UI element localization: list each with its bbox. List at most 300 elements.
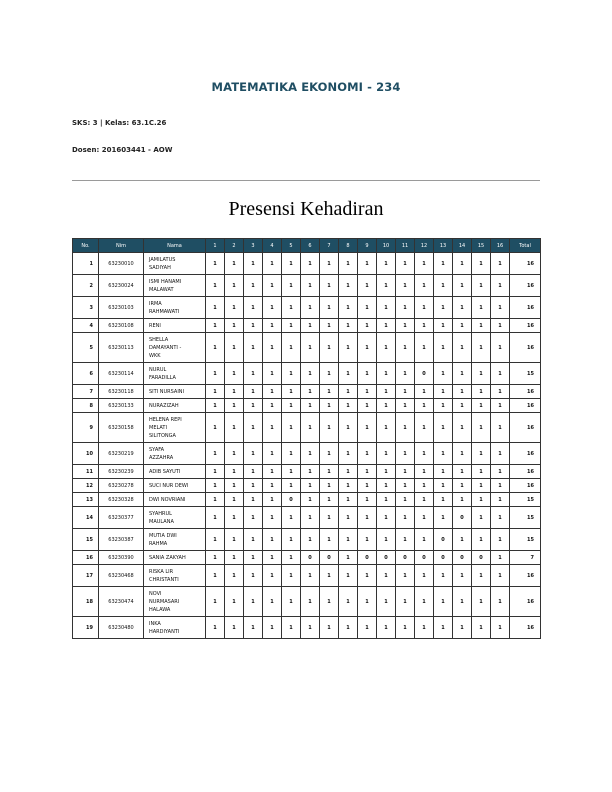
attendance-cell: 0 [301,551,320,565]
attendance-cell: 1 [282,617,301,639]
attendance-cell: 1 [282,529,301,551]
attendance-cell: 1 [434,443,453,465]
column-header: Total [510,239,541,253]
attendance-cell: 1 [415,443,434,465]
attendance-cell: 1 [339,319,358,333]
attendance-cell: 1 [396,479,415,493]
attendance-cell: 1 [301,319,320,333]
attendance-total: 16 [510,413,541,443]
attendance-cell: 1 [358,443,377,465]
attendance-cell: 1 [415,465,434,479]
attendance-cell: 1 [206,507,225,529]
attendance-cell: 1 [377,507,396,529]
attendance-cell: 1 [301,465,320,479]
student-name [144,275,206,297]
attendance-cell: 0 [453,507,472,529]
attendance-cell: 1 [472,443,491,465]
table-row [73,275,541,297]
attendance-cell: 1 [396,465,415,479]
attendance-cell: 1 [358,493,377,507]
column-header: Nim [99,239,144,253]
table-row [73,443,541,465]
attendance-cell: 1 [415,565,434,587]
row-number: 7 [73,385,99,399]
attendance-cell: 1 [301,479,320,493]
student-name [144,565,206,587]
attendance-cell: 1 [225,399,244,413]
attendance-cell: 1 [320,617,339,639]
attendance-cell: 1 [358,507,377,529]
attendance-cell: 1 [434,587,453,617]
student-name [144,529,206,551]
attendance-cell: 1 [339,443,358,465]
attendance-cell: 1 [358,319,377,333]
student-nim: 63230278 [99,479,144,493]
attendance-cell: 1 [339,493,358,507]
attendance-cell: 1 [206,529,225,551]
attendance-cell: 1 [491,587,510,617]
attendance-cell: 1 [263,465,282,479]
attendance-cell: 1 [453,363,472,385]
table-row [73,565,541,587]
student-name-line: DWI NOVRIANI [149,496,186,503]
attendance-cell: 1 [339,479,358,493]
student-name [144,551,206,565]
attendance-cell: 1 [320,479,339,493]
attendance-cell: 1 [282,297,301,319]
attendance-cell: 1 [434,275,453,297]
attendance-cell: 1 [453,319,472,333]
attendance-cell: 1 [225,551,244,565]
student-nim: 63230133 [99,399,144,413]
attendance-cell: 1 [244,363,263,385]
attendance-cell: 1 [491,443,510,465]
attendance-cell: 1 [472,529,491,551]
attendance-cell: 1 [339,551,358,565]
attendance-cell: 1 [320,565,339,587]
attendance-cell: 1 [320,253,339,275]
attendance-cell: 1 [339,507,358,529]
attendance-cell: 1 [263,253,282,275]
attendance-cell: 1 [282,275,301,297]
attendance-cell: 1 [491,385,510,399]
attendance-cell: 1 [358,465,377,479]
student-name-line: MELATI [149,424,167,431]
attendance-cell: 1 [339,399,358,413]
table-row [73,507,541,529]
student-name-line: IRMA [149,300,162,307]
attendance-cell: 1 [434,479,453,493]
attendance-cell: 1 [320,443,339,465]
column-header: 4 [263,239,282,253]
attendance-cell: 1 [301,275,320,297]
attendance-cell: 0 [415,551,434,565]
attendance-cell: 1 [415,297,434,319]
attendance-cell: 1 [320,385,339,399]
attendance-cell: 1 [453,275,472,297]
attendance-cell: 1 [453,565,472,587]
attendance-cell: 1 [358,253,377,275]
column-header: 10 [377,239,396,253]
attendance-cell: 1 [377,363,396,385]
attendance-cell: 1 [339,333,358,363]
row-number: 2 [73,275,99,297]
attendance-cell: 1 [225,465,244,479]
attendance-cell: 0 [320,551,339,565]
attendance-cell: 1 [206,297,225,319]
attendance-cell: 1 [434,507,453,529]
student-nim: 63230108 [99,319,144,333]
attendance-cell: 1 [491,275,510,297]
attendance-cell: 1 [206,617,225,639]
student-name-line: AZZAHRA [149,454,174,461]
attendance-cell: 1 [282,253,301,275]
student-nim: 63230219 [99,443,144,465]
table-row [73,551,541,565]
attendance-cell: 1 [206,319,225,333]
attendance-cell: 1 [377,333,396,363]
student-name [144,443,206,465]
column-header: 11 [396,239,415,253]
attendance-cell: 1 [491,493,510,507]
student-name [144,399,206,413]
attendance-cell: 0 [282,493,301,507]
attendance-cell: 1 [377,253,396,275]
table-row [73,385,541,399]
attendance-cell: 1 [282,587,301,617]
attendance-cell: 1 [434,333,453,363]
student-name-line: ISMI HANAMI [149,278,182,285]
student-name [144,479,206,493]
row-number: 12 [73,479,99,493]
attendance-cell: 0 [377,551,396,565]
attendance-cell: 1 [377,319,396,333]
attendance-cell: 1 [339,297,358,319]
table-row [73,333,541,363]
table-row [73,479,541,493]
attendance-cell: 1 [244,443,263,465]
student-name-line: ADIB SAYUTI [149,468,181,475]
attendance-total: 16 [510,465,541,479]
attendance-cell: 1 [453,587,472,617]
attendance-cell: 1 [434,363,453,385]
attendance-cell: 1 [339,253,358,275]
student-name-line: SADIYAH [149,264,171,271]
column-header: 2 [225,239,244,253]
attendance-cell: 1 [491,565,510,587]
student-nim: 63230390 [99,551,144,565]
attendance-cell: 1 [301,529,320,551]
attendance-cell: 1 [244,565,263,587]
attendance-cell: 1 [225,617,244,639]
student-nim: 63230474 [99,587,144,617]
attendance-total: 15 [510,363,541,385]
student-name [144,493,206,507]
column-header: Nama [144,239,206,253]
attendance-cell: 1 [339,617,358,639]
page-heading: Presensi Kehadiran [228,198,384,220]
attendance-cell: 1 [282,479,301,493]
attendance-cell: 1 [377,465,396,479]
attendance-cell: 1 [225,587,244,617]
attendance-cell: 1 [244,465,263,479]
attendance-cell: 1 [282,363,301,385]
attendance-total: 16 [510,399,541,413]
attendance-cell: 1 [225,529,244,551]
attendance-cell: 1 [396,443,415,465]
student-name [144,617,206,639]
attendance-cell: 1 [472,479,491,493]
attendance-cell: 1 [453,617,472,639]
attendance-cell: 1 [225,333,244,363]
attendance-cell: 1 [472,587,491,617]
attendance-cell: 0 [434,529,453,551]
row-number: 13 [73,493,99,507]
attendance-cell: 1 [434,385,453,399]
student-name [144,465,206,479]
student-nim: 63230468 [99,565,144,587]
attendance-cell: 1 [339,465,358,479]
row-number: 8 [73,399,99,413]
attendance-cell: 1 [415,529,434,551]
attendance-cell: 1 [206,551,225,565]
attendance-cell: 1 [472,399,491,413]
attendance-cell: 1 [225,253,244,275]
attendance-cell: 1 [301,253,320,275]
attendance-cell: 1 [491,399,510,413]
attendance-cell: 1 [244,507,263,529]
attendance-total: 16 [510,443,541,465]
student-nim: 63230158 [99,413,144,443]
attendance-cell: 1 [491,319,510,333]
attendance-cell: 1 [491,529,510,551]
student-nim: 63230387 [99,529,144,551]
attendance-cell: 1 [415,507,434,529]
student-nim: 63230113 [99,333,144,363]
attendance-cell: 1 [396,333,415,363]
row-number: 1 [73,253,99,275]
attendance-cell: 1 [263,565,282,587]
table-body [73,253,541,639]
attendance-cell: 0 [358,551,377,565]
student-nim: 63230024 [99,275,144,297]
attendance-cell: 1 [339,529,358,551]
attendance-cell: 1 [263,617,282,639]
attendance-cell: 1 [358,479,377,493]
attendance-cell: 1 [358,529,377,551]
attendance-cell: 1 [396,507,415,529]
student-name-line: RAHMA [149,540,168,547]
column-header: 3 [244,239,263,253]
row-number: 17 [73,565,99,587]
attendance-cell: 1 [244,493,263,507]
attendance-cell: 1 [491,297,510,319]
attendance-cell: 1 [301,587,320,617]
attendance-cell: 1 [434,399,453,413]
attendance-cell: 1 [282,385,301,399]
attendance-cell: 0 [434,551,453,565]
attendance-total: 7 [510,551,541,565]
attendance-cell: 1 [320,297,339,319]
attendance-cell: 1 [377,565,396,587]
attendance-cell: 1 [225,413,244,443]
attendance-cell: 1 [206,587,225,617]
attendance-cell: 1 [320,465,339,479]
table-row [73,617,541,639]
student-name-line: RISKA LIR [149,568,174,575]
table-row [73,493,541,507]
student-name [144,253,206,275]
attendance-cell: 1 [377,617,396,639]
attendance-total: 16 [510,275,541,297]
attendance-cell: 1 [225,363,244,385]
attendance-cell: 1 [472,507,491,529]
student-name [144,297,206,319]
attendance-cell: 1 [320,363,339,385]
attendance-total: 15 [510,507,541,529]
attendance-cell: 1 [263,399,282,413]
attendance-cell: 1 [244,275,263,297]
attendance-cell: 1 [415,253,434,275]
attendance-cell: 1 [472,319,491,333]
attendance-cell: 0 [396,551,415,565]
row-number: 19 [73,617,99,639]
attendance-cell: 1 [206,399,225,413]
attendance-cell: 1 [301,297,320,319]
attendance-total: 16 [510,587,541,617]
attendance-cell: 1 [263,363,282,385]
attendance-total: 15 [510,493,541,507]
attendance-cell: 1 [320,319,339,333]
attendance-cell: 1 [301,507,320,529]
row-number: 4 [73,319,99,333]
attendance-cell: 1 [282,551,301,565]
attendance-total: 16 [510,617,541,639]
attendance-table [72,238,541,639]
student-nim: 63230118 [99,385,144,399]
attendance-cell: 1 [358,617,377,639]
student-name [144,507,206,529]
student-name-line: MAULANA [149,518,174,525]
attendance-cell: 1 [358,363,377,385]
row-number: 11 [73,465,99,479]
attendance-cell: 1 [434,493,453,507]
row-number: 15 [73,529,99,551]
attendance-cell: 1 [244,399,263,413]
attendance-cell: 1 [282,399,301,413]
attendance-cell: 1 [434,413,453,443]
attendance-cell: 1 [282,443,301,465]
student-name-line: WKK [149,352,161,359]
attendance-cell: 1 [415,587,434,617]
attendance-cell: 1 [263,443,282,465]
attendance-cell: 1 [491,617,510,639]
attendance-cell: 1 [415,319,434,333]
attendance-cell: 1 [282,465,301,479]
attendance-cell: 0 [453,551,472,565]
attendance-cell: 1 [244,253,263,275]
attendance-cell: 1 [225,443,244,465]
attendance-total: 16 [510,479,541,493]
sks-kelas-info: SKS: 3 | Kelas: 63.1C.26 [72,119,167,127]
attendance-cell: 1 [472,385,491,399]
table-row [73,319,541,333]
student-nim: 63230239 [99,465,144,479]
column-header: 16 [491,239,510,253]
attendance-cell: 1 [206,465,225,479]
attendance-cell: 1 [244,413,263,443]
attendance-cell: 1 [453,253,472,275]
column-header: 12 [415,239,434,253]
table-row [73,363,541,385]
column-header: 14 [453,239,472,253]
attendance-cell: 1 [377,399,396,413]
attendance-cell: 1 [491,479,510,493]
attendance-cell: 1 [472,413,491,443]
attendance-cell: 1 [206,413,225,443]
attendance-cell: 1 [396,565,415,587]
attendance-cell: 1 [282,565,301,587]
attendance-cell: 1 [339,363,358,385]
attendance-cell: 1 [396,617,415,639]
attendance-cell: 1 [225,493,244,507]
attendance-cell: 1 [358,333,377,363]
attendance-cell: 1 [263,493,282,507]
table-row [73,253,541,275]
attendance-total: 16 [510,333,541,363]
attendance-cell: 1 [301,493,320,507]
attendance-cell: 1 [282,333,301,363]
attendance-cell: 1 [415,479,434,493]
attendance-cell: 1 [453,385,472,399]
attendance-cell: 1 [225,319,244,333]
attendance-cell: 0 [472,551,491,565]
student-name-line: RENI [149,322,161,329]
attendance-cell: 1 [396,399,415,413]
attendance-cell: 1 [491,333,510,363]
attendance-cell: 1 [244,333,263,363]
attendance-cell: 1 [263,587,282,617]
row-number: 3 [73,297,99,319]
student-nim: 63230377 [99,507,144,529]
attendance-cell: 1 [396,275,415,297]
student-name-line: NURUL [149,366,167,373]
attendance-cell: 1 [320,587,339,617]
attendance-cell: 1 [377,385,396,399]
student-name-line: FARADILLA [149,374,176,381]
attendance-cell: 1 [434,297,453,319]
attendance-cell: 1 [263,319,282,333]
attendance-cell: 1 [358,399,377,413]
attendance-cell: 1 [396,253,415,275]
attendance-cell: 1 [434,465,453,479]
attendance-cell: 1 [263,529,282,551]
attendance-cell: 1 [282,413,301,443]
course-title: MATEMATIKA EKONOMI - 234 [211,80,401,94]
column-header: No. [73,239,99,253]
student-name-line: HARDIYANTI [149,628,180,635]
table-header-row [73,239,541,253]
attendance-cell: 1 [415,399,434,413]
attendance-cell: 1 [244,297,263,319]
attendance-cell: 0 [415,363,434,385]
row-number: 9 [73,413,99,443]
attendance-cell: 1 [472,297,491,319]
table-row [73,413,541,443]
attendance-cell: 1 [263,385,282,399]
student-name [144,319,206,333]
column-header: 13 [434,239,453,253]
